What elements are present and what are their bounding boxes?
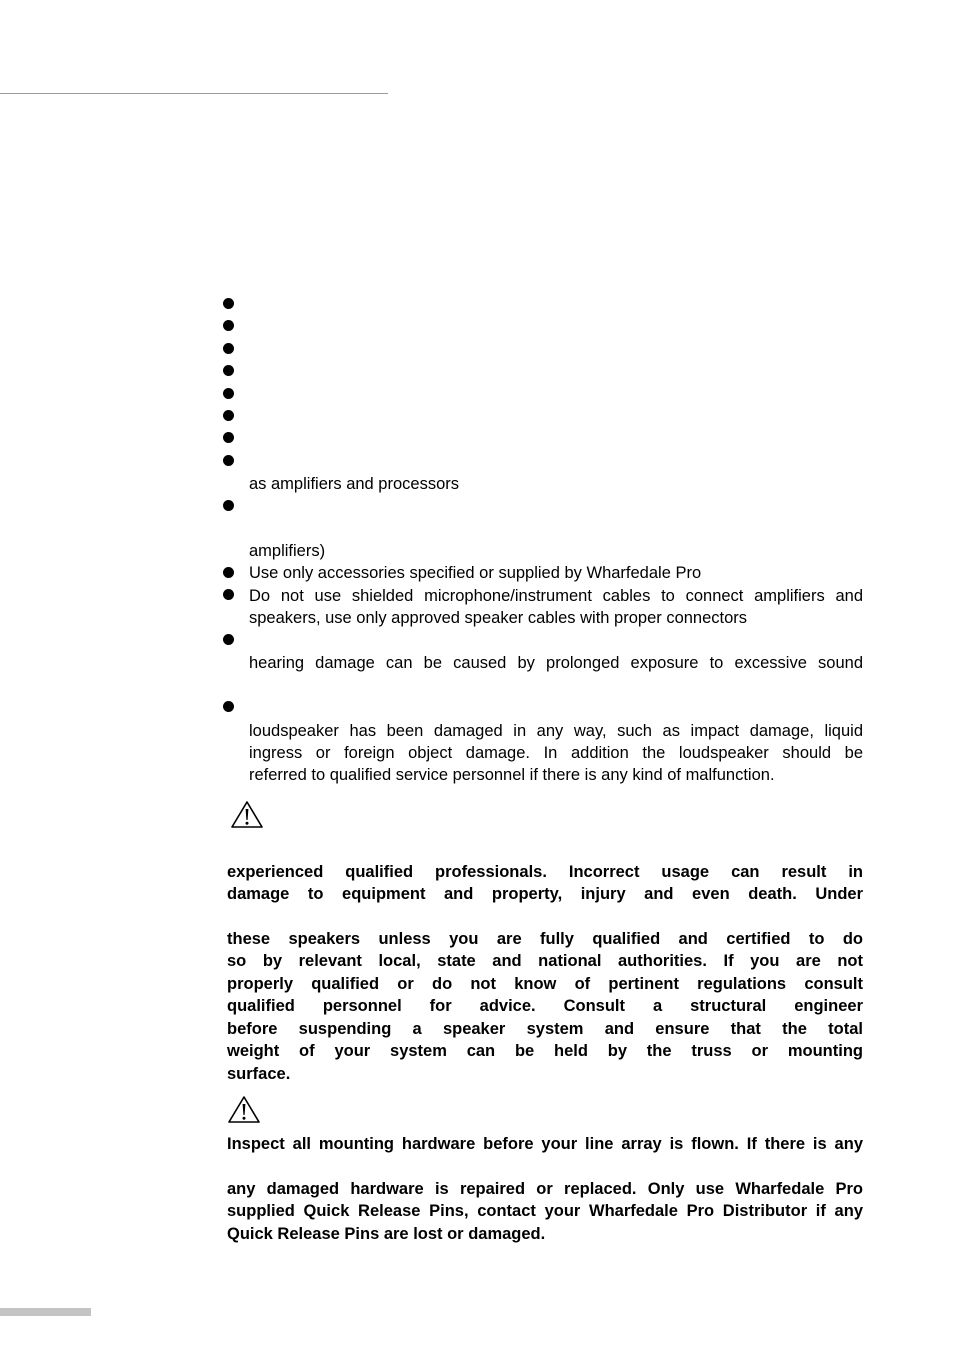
list-bullet <box>223 500 234 511</box>
warning-text-line: Inspect all mounting hardware before your line array is flown. If there is any <box>227 1135 863 1153</box>
warning-text-line: before suspending a speaker system and ensure that the total <box>227 1020 863 1038</box>
list-bullet <box>223 320 234 331</box>
footer-tab <box>0 1308 91 1316</box>
warning-text-line: supplied Quick Release Pins, contact your Wharfedale Pro Distributor if any <box>227 1202 863 1220</box>
warning-text-line: Quick Release Pins are lost or damaged. <box>227 1225 546 1243</box>
warning-text-line: these speakers unless you are fully qualified and certified to do <box>227 930 863 948</box>
warning-triangle-icon <box>227 1095 261 1124</box>
list-item-line: hearing damage can be caused by prolonged exposure to excessive sound <box>249 654 863 672</box>
list-bullet <box>223 701 234 712</box>
warning-text-line: any damaged hardware is repaired or replaced. Only use Wharfedale Pro <box>227 1180 863 1198</box>
list-bullet <box>223 455 234 466</box>
list-item-line: ingress or foreign object damage. In addition the loudspeaker should be <box>249 744 863 762</box>
list-bullet <box>223 567 234 578</box>
warning-text-line: experienced qualified professionals. Incorrect usage can result in <box>227 863 863 881</box>
list-bullet <box>223 343 234 354</box>
warning-triangle-icon <box>230 800 264 829</box>
warning-text-line: damage to equipment and property, injury and even death. Under <box>227 885 863 903</box>
list-item-line: amplifiers) <box>249 542 326 560</box>
list-bullet <box>223 634 234 645</box>
list-item-line: loudspeaker has been damaged in any way, such as impact damage, liquid <box>249 722 863 740</box>
warning-text-line: properly qualified or do not know of pertinent regulations consult <box>227 975 863 993</box>
list-bullet <box>223 298 234 309</box>
list-bullet <box>223 432 234 443</box>
list-item-line: Do not use shielded microphone/instrument cables to connect amplifiers and <box>249 587 863 605</box>
list-item-line: speakers, use only approved speaker cables with proper connectors <box>249 609 748 627</box>
list-bullet <box>223 365 234 376</box>
list-item-line: referred to qualified service personnel if there is any kind of malfunction. <box>249 766 775 784</box>
list-item-line: as amplifiers and processors <box>249 475 460 493</box>
list-bullet <box>223 388 234 399</box>
header-rule <box>0 93 388 94</box>
warning-text-line: so by relevant local, state and national authorities. If you are not <box>227 952 863 970</box>
list-bullet <box>223 589 234 600</box>
list-item-line: Use only accessories specified or supplied by Wharfedale Pro <box>249 564 702 582</box>
warning-text-line: weight of your system can be held by the truss or mounting <box>227 1042 863 1060</box>
warning-text-line: qualified personnel for advice. Consult a structural engineer <box>227 997 863 1015</box>
warning-text-line: surface. <box>227 1065 291 1083</box>
list-bullet <box>223 410 234 421</box>
